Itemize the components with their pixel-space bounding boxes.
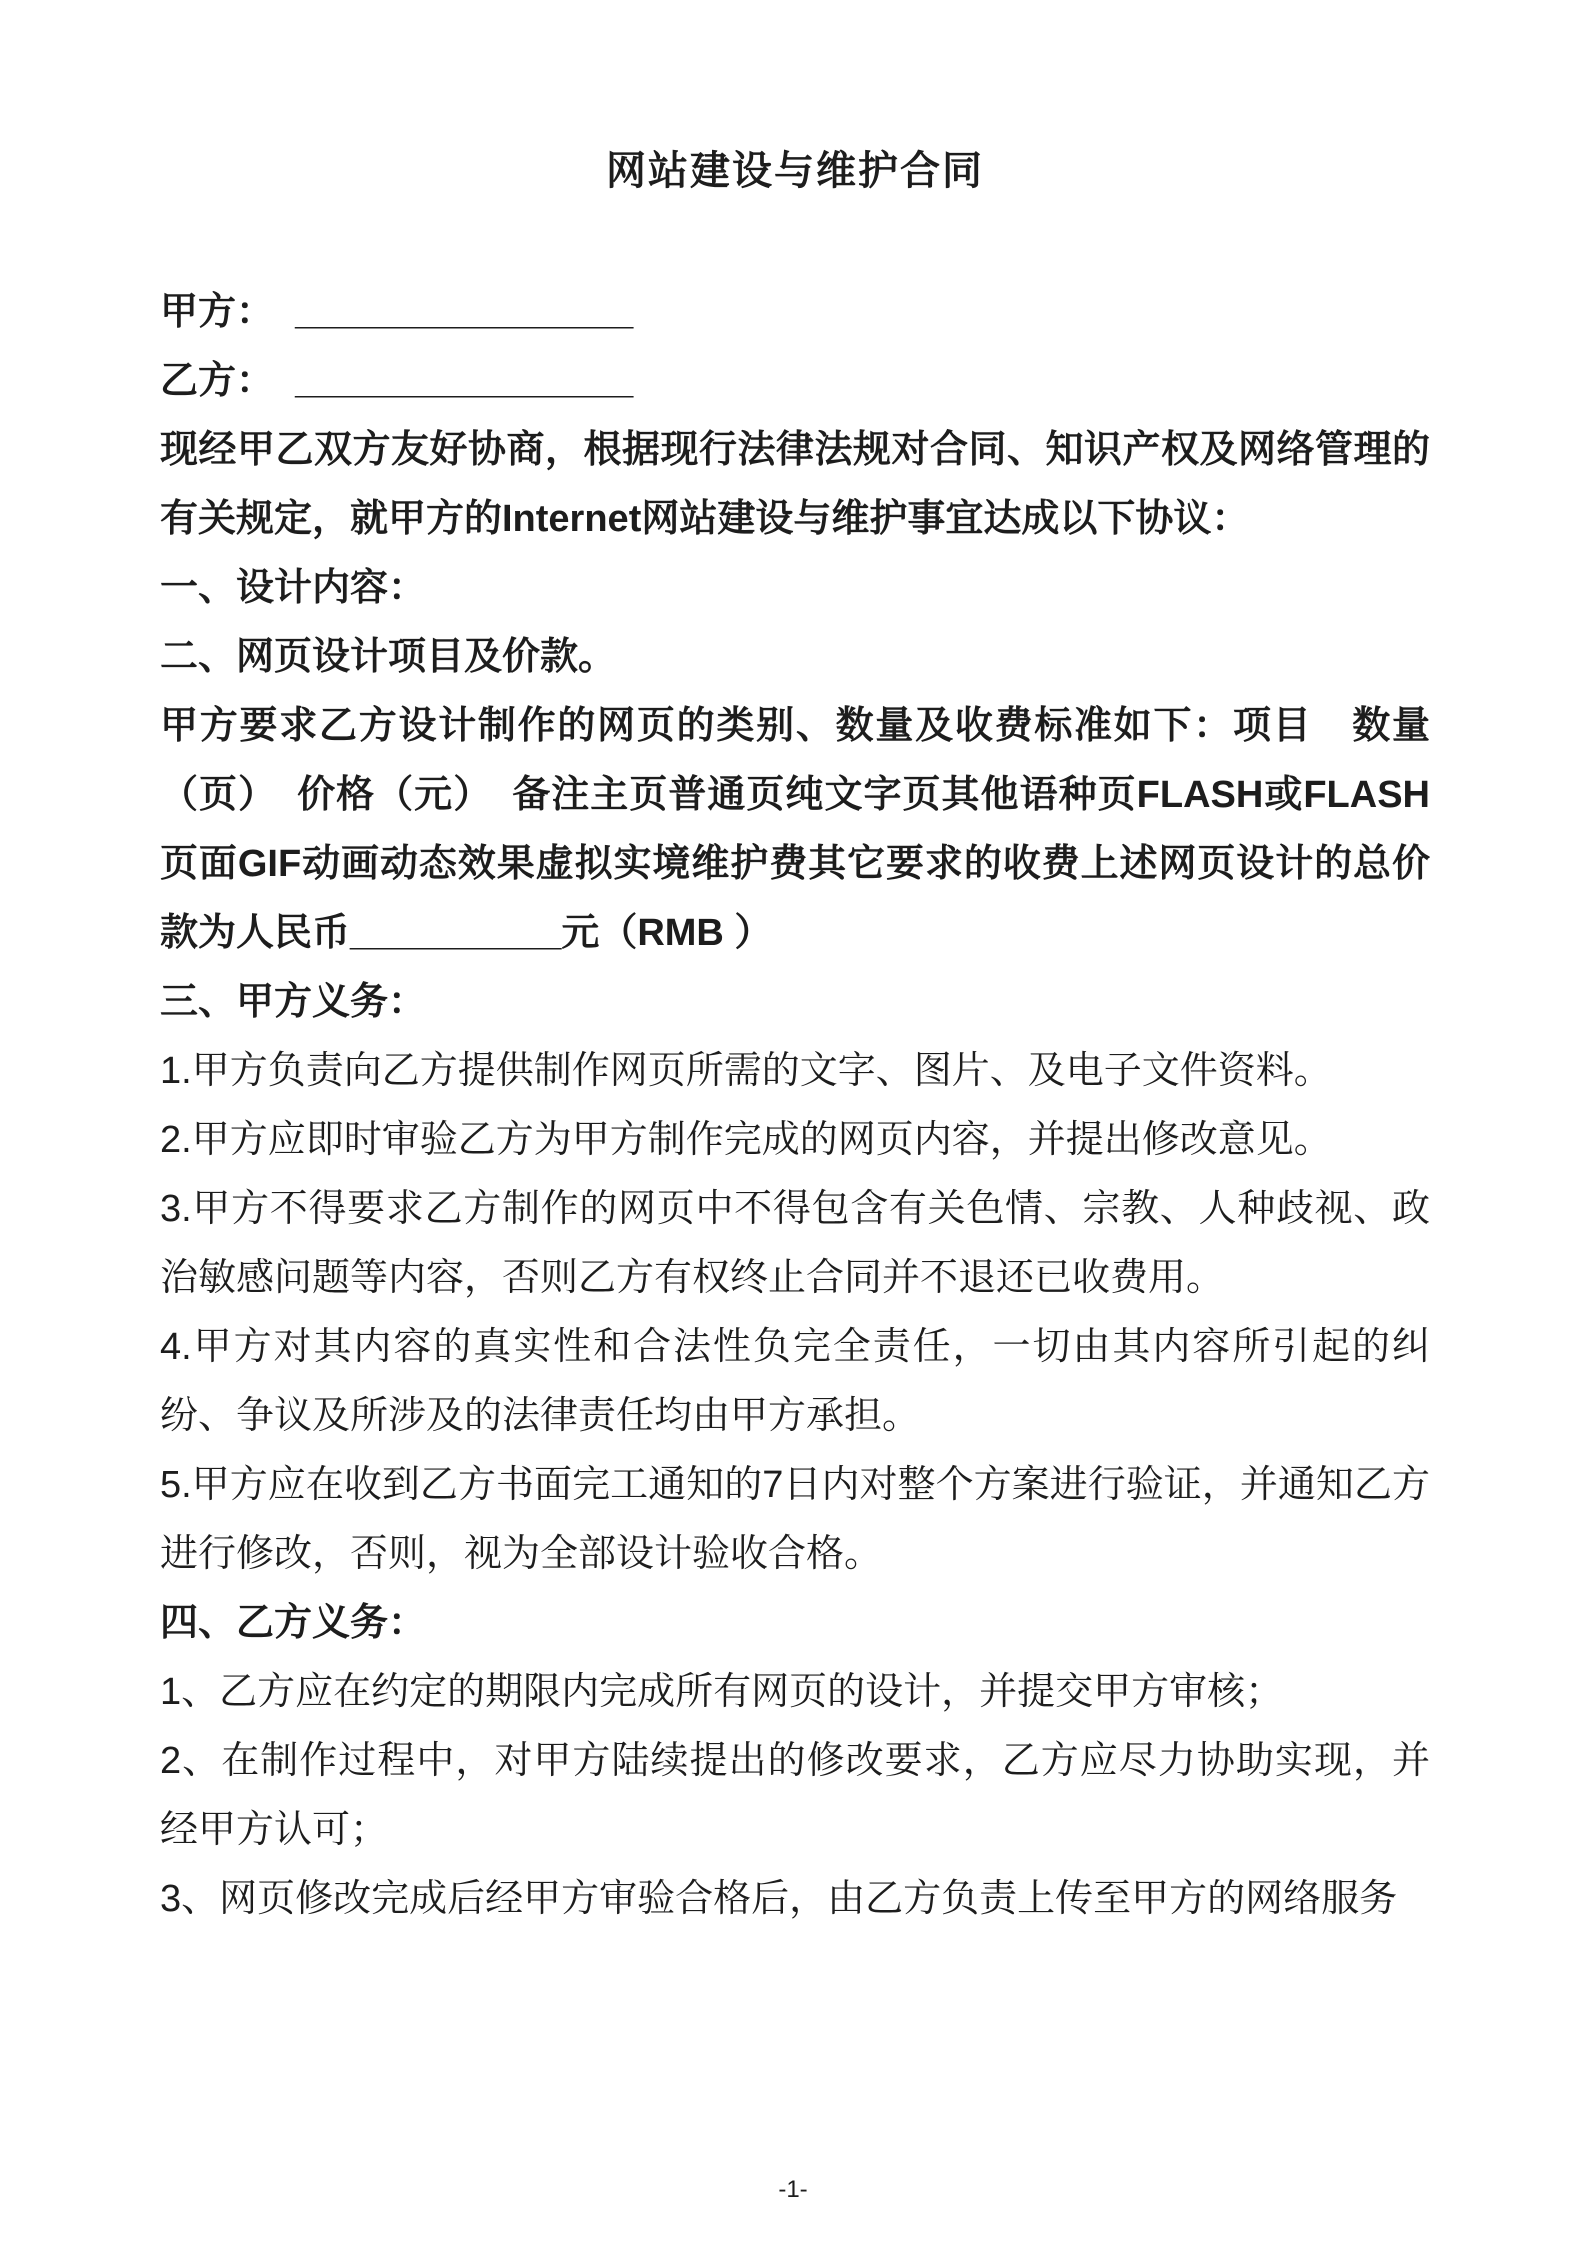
section-1-heading: 一、设计内容： <box>160 567 427 609</box>
section-2-heading: 二、网页设计项目及价款。 <box>160 636 617 678</box>
party-a-obligation-2: 2.甲方应即时审验乙方为甲方制作完成的网页内容，并提出修改意见。 <box>160 1119 1332 1161</box>
party-a-obligation-5: 5.甲方应在收到乙方书面完工通知的7日内对整个方案进行验证，并通知乙方进行修改，否则，视为全部设计验收合格。 <box>160 1464 1430 1575</box>
party-a-obligation-4: 4.甲方对其内容的真实性和合法性负完全责任，一切由其内容所引起的纠纷、争议及所涉及的法律责任均由甲方承担。 <box>160 1326 1430 1437</box>
section-4-heading: 四、乙方义务： <box>160 1602 427 1644</box>
section-3-heading: 三、甲方义务： <box>160 981 427 1023</box>
party-b-line: 乙方： ________________ <box>160 360 634 402</box>
party-a-obligation-1: 1.甲方负责向乙方提供制作网页所需的文字、图片、及电子文件资料。 <box>160 1050 1332 1092</box>
document-title: 网站建设与维护合同 <box>606 149 984 193</box>
page-number: -1- <box>778 2176 808 2203</box>
party-a-obligation-3: 3.甲方不得要求乙方制作的网页中不得包含有关色情、宗教、人种歧视、政治敏感问题等内容，否则乙方有权终止合同并不退还已收费用。 <box>160 1188 1430 1299</box>
party-a-line: 甲方： ________________ <box>160 291 634 333</box>
pricing-paragraph: 甲方要求乙方设计制作的网页的类别、数量及收费标准如下：项目 数量（页） 价格（元） 备注主页普通页纯文字页其他语种页FLASH或FLASH页面GIF动画动态效果虚拟实境维护费其它要求的收费上述网页设计的总价款为人民币__________元（RMB ） <box>160 705 1430 954</box>
preamble-paragraph: 现经甲乙双方友好协商，根据现行法律法规对合同、知识产权及网络管理的有关规定，就甲方的Internet网站建设与维护事宜达成以下协议： <box>160 429 1430 540</box>
party-b-obligation-2: 2、在制作过程中，对甲方陆续提出的修改要求，乙方应尽力协助实现，并经甲方认可； <box>160 1740 1430 1851</box>
party-b-obligation-1: 1、乙方应在约定的期限内完成所有网页的设计，并提交甲方审核； <box>160 1671 1284 1713</box>
party-b-obligation-3: 3、网页修改完成后经甲方审验合格后，由乙方负责上传至甲方的网络服务 <box>160 1878 1398 1920</box>
